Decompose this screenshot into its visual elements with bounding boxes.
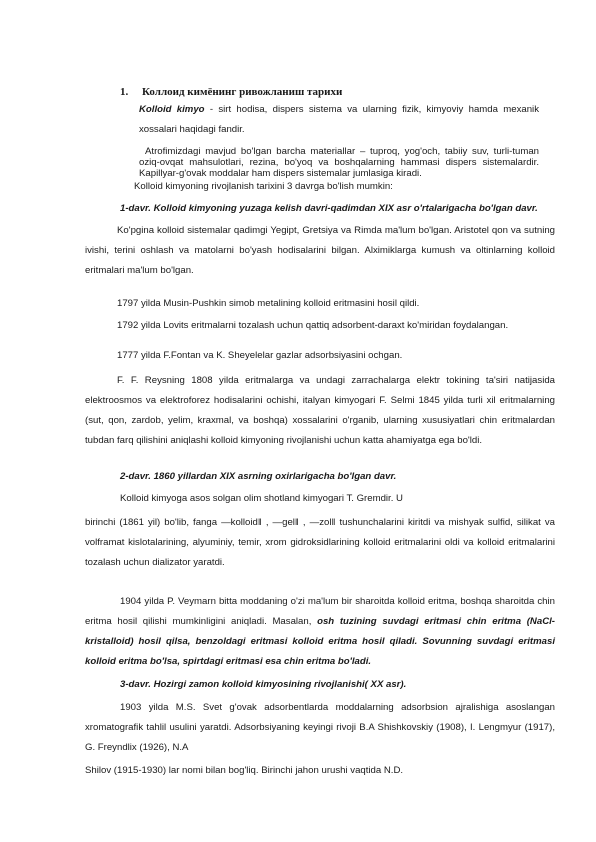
event-1797: 1797 yilda Musin-Pushkin simob metalining kolloid eritmasini hosil qildi. xyxy=(117,298,420,309)
event-1777: 1777 yilda F.Fontan va K. Sheyelelar gazlar adsorbsiyasini ochgan. xyxy=(117,350,403,361)
definition-paragraph xyxy=(139,100,539,140)
section-heading xyxy=(120,87,540,98)
veymarn-paragraph xyxy=(85,592,555,672)
period1-paragraph: Ko'pgina kolloid sistemalar qadimgi Yegipt, Gretsiya va Rimda ma'lum bo'lgan. Aristotel qon va sutning ivishi, terini oshlash va matolarni bo'yash hodisalarini bilgan. Alximiklarga kumush va oltinlarning kolloid eritmalari ma'lum bo'lgan. xyxy=(85,225,555,276)
definition-text: - sirt hodisa, dispers sistema va ularning fizik, kimyoviy hamda mexanik xossalari haqidagi fandir. xyxy=(139,104,539,135)
heading-title: Коллоид кимёнинг ривожланиш тарихи xyxy=(142,86,343,98)
veymarn-text: 1904 yilda P. Veymarn bitta moddaning o'zi ma'lum bir sharoitda kolloid eritma, boshqa sharoitda chin eritma hosil qilishi mumkinligini aniqladi. Masalan, xyxy=(85,596,555,627)
period2-title: 2-davr. 1860 yillardan XIX asrning oxirlarigacha bo'lgan davr. xyxy=(120,471,397,482)
materials-paragraph: Atrofimizdagi mavjud bo'lgan barcha materiallar – tuproq, yog'och, tabiiy suv, turli-tuman oziq-ovqat mahsulotlari, rezina, bo'yoq va boshqalarning hammasi dispers sistemalardir. Kapillyar-g'ovak moddalar ham dispers sistemalar jumlasiga kiradi. xyxy=(139,146,539,179)
reysning-paragraph: F. F. Reysning 1808 yilda eritmalarga va undagi zarrachalarga elektr tokining ta'siri natijasida elektroosmos va elektroforez hodisalarini ochishi, italyan kimyogari F. Selmi 1845 yilda turli xil eritmalarning (sut, qon, zardob, yelim, kraxmal, va boshqa) xossalarini o'rganib, ularning xususiyatlari chin eritmalardan tubdan farq qilishini aniqlashi kolloid kimyoning rivojlanishi uchun katta ahamiyatga ega bo'ldi. xyxy=(85,375,555,446)
event-1792: 1792 yilda Lovits eritmalarni tozalash uchun qattiq adsorbent-daraxt ko'miridan foydalangan. xyxy=(117,320,509,331)
last-line: Shilov (1915-1930) lar nomi bilan bog'liq. Birinchi jahon urushi vaqtida N.D. xyxy=(85,765,404,776)
period3-title: 3-davr. Hozirgi zamon kolloid kimyosining rivojlanishi( XX asr). xyxy=(120,679,407,690)
graham-paragraph: birinchi (1861 yil) bo'lib, fanga ―kolloid‖ , ―gel‖ , ―zol‖ tushunchalarini kiritdi va mishyak sulfid, silikat va volframat kislotalarining, alyuminiy, temir, xrom gidroksidlarining kolloid eritmalarini oldi va kolloid eritmalarini tozalash uchun dializator yaratdi. xyxy=(85,517,555,568)
graham-first-line: Kolloid kimyoga asos solgan olim shotland kimyogari T. Gremdir. U xyxy=(120,493,403,504)
heading-number: 1. xyxy=(120,86,129,98)
periods-intro: Kolloid kimyoning rivojlanish tarixini 3 davrga bo'lish mumkin: xyxy=(134,181,393,192)
term-kolloid-kimyo: Kolloid kimyo xyxy=(139,104,205,115)
period1-title: 1-davr. Kolloid kimyoning yuzaga kelish davri-qadimdan XIX asr o'rtalarigacha bo'lgan davr. xyxy=(120,203,538,214)
period3-paragraph: 1903 yilda M.S. Svet g'ovak adsorbentlarda moddalarning adsorbsion ajralishiga asoslangan xromatografik tahlil usulini yaratdi. Adsorbsiyaning keyingi rivoji B.A Shishkovskiy (1908), I. Lengmyur (1917), G. Freyndlix (1926), N.A xyxy=(85,702,555,753)
veymarn-example: osh tuzining suvdagi eritmasi chin eritma (NaCl-kristalloid) hosil qilsa, benzoldagi eritmasi kolloid eritma hosil qiladi. Sovunning suvdagi eritmasi kolloid eritma bo'lsa, spirtdagi eritmasi esa chin eritma bo'ladi. xyxy=(85,616,555,667)
